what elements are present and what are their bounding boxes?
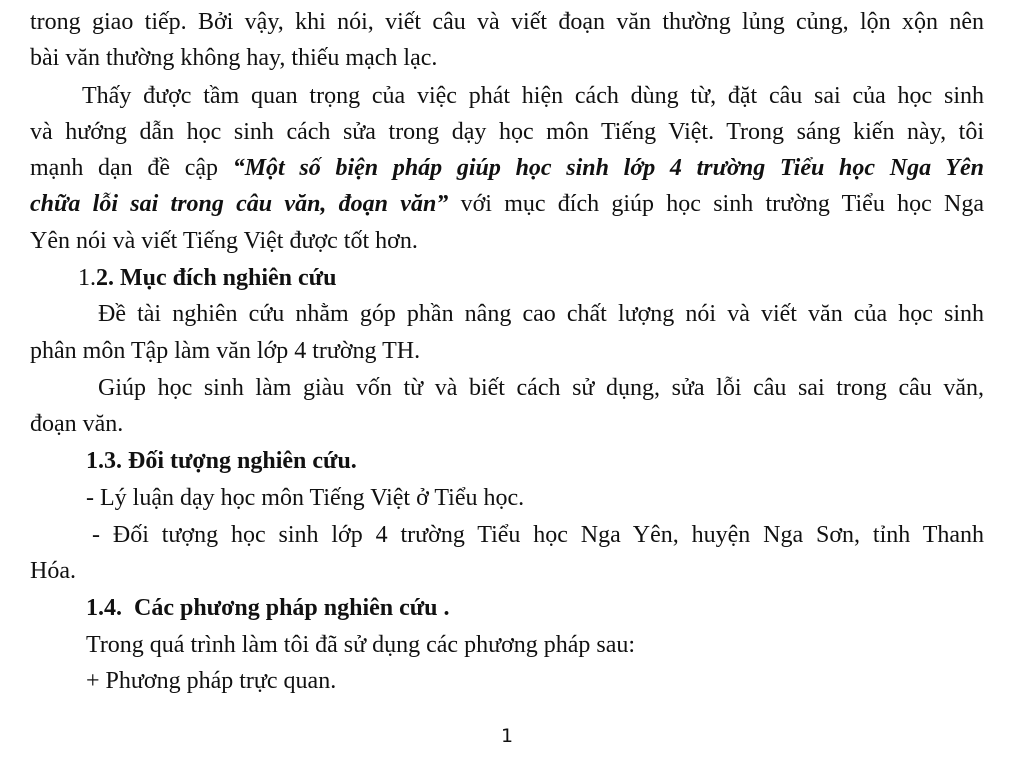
initiative-title-part-2: chữa lỗi sai trong câu văn, đoạn văn” xyxy=(30,191,449,217)
page-number: 1 xyxy=(500,725,514,747)
section-1-3-item-1: - Lý luận dạy học môn Tiếng Việt ở Tiểu học. xyxy=(86,485,525,511)
section-1-4-item-1: + Phương pháp trực quan. xyxy=(86,668,337,694)
initiative-title-part-1: “Một số biện pháp giúp học sinh lớp 4 trường Tiểu học Nga Yên xyxy=(232,155,984,181)
paragraph-1-line-1: trong giao tiếp. Bởi vậy, khi nói, viết câu và viết đoạn văn thường lủng củng, lộn xộn nên xyxy=(30,9,984,35)
paragraph-2-line-3-prefix: mạnh dạn đề cập xyxy=(30,155,233,181)
section-1-2-number: 1. xyxy=(78,265,96,291)
section-1-3-item-2-line-2: Hóa. xyxy=(30,558,76,584)
section-1-4-intro: Trong quá trình làm tôi đã sử dụng các phương pháp sau: xyxy=(86,632,636,658)
paragraph-2-line-1: Thấy được tầm quan trọng của việc phát hiện cách dùng từ, đặt câu sai của học sinh xyxy=(82,83,984,109)
paragraph-2-line-5: Yên nói và viết Tiếng Việt được tốt hơn. xyxy=(30,228,418,254)
paragraph-2-line-4-suffix: với mục đích giúp học sinh trường Tiểu học Nga xyxy=(448,191,984,217)
section-1-3-heading: 1.3. Đối tượng nghiên cứu. xyxy=(86,448,357,474)
paragraph-2-line-2: và hướng dẫn học sinh cách sửa trong dạy học môn Tiếng Việt. Trong sáng kiến này, tôi xyxy=(30,119,984,145)
paragraph-1-line-2: bài văn thường không hay, thiếu mạch lạc. xyxy=(30,45,438,71)
section-1-3-item-2-line-1: - Đối tượng học sinh lớp 4 trường Tiểu học Nga Yên, huyện Nga Sơn, tỉnh Thanh xyxy=(92,522,984,548)
paragraph-2-line-4 xyxy=(30,187,984,221)
section-1-2-heading-text: 2. Mục đích nghiên cứu xyxy=(96,265,337,291)
section-1-4-heading: 1.4. Các phương pháp nghiên cứu . xyxy=(86,595,450,621)
section-1-2-para-1-line-1: Đề tài nghiên cứu nhằm góp phần nâng cao chất lượng nói và viết văn của học sinh xyxy=(98,301,984,327)
paragraph-2-line-3 xyxy=(30,151,984,185)
section-1-2-para-2-line-1: Giúp học sinh làm giàu vốn từ và biết cách sử dụng, sửa lỗi câu sai trong câu văn, xyxy=(98,375,984,401)
section-1-2-para-1-line-2: phân môn Tập làm văn lớp 4 trường TH. xyxy=(30,338,421,364)
section-1-2-para-2-line-2: đoạn văn. xyxy=(30,411,124,437)
section-1-2-heading xyxy=(78,261,336,295)
